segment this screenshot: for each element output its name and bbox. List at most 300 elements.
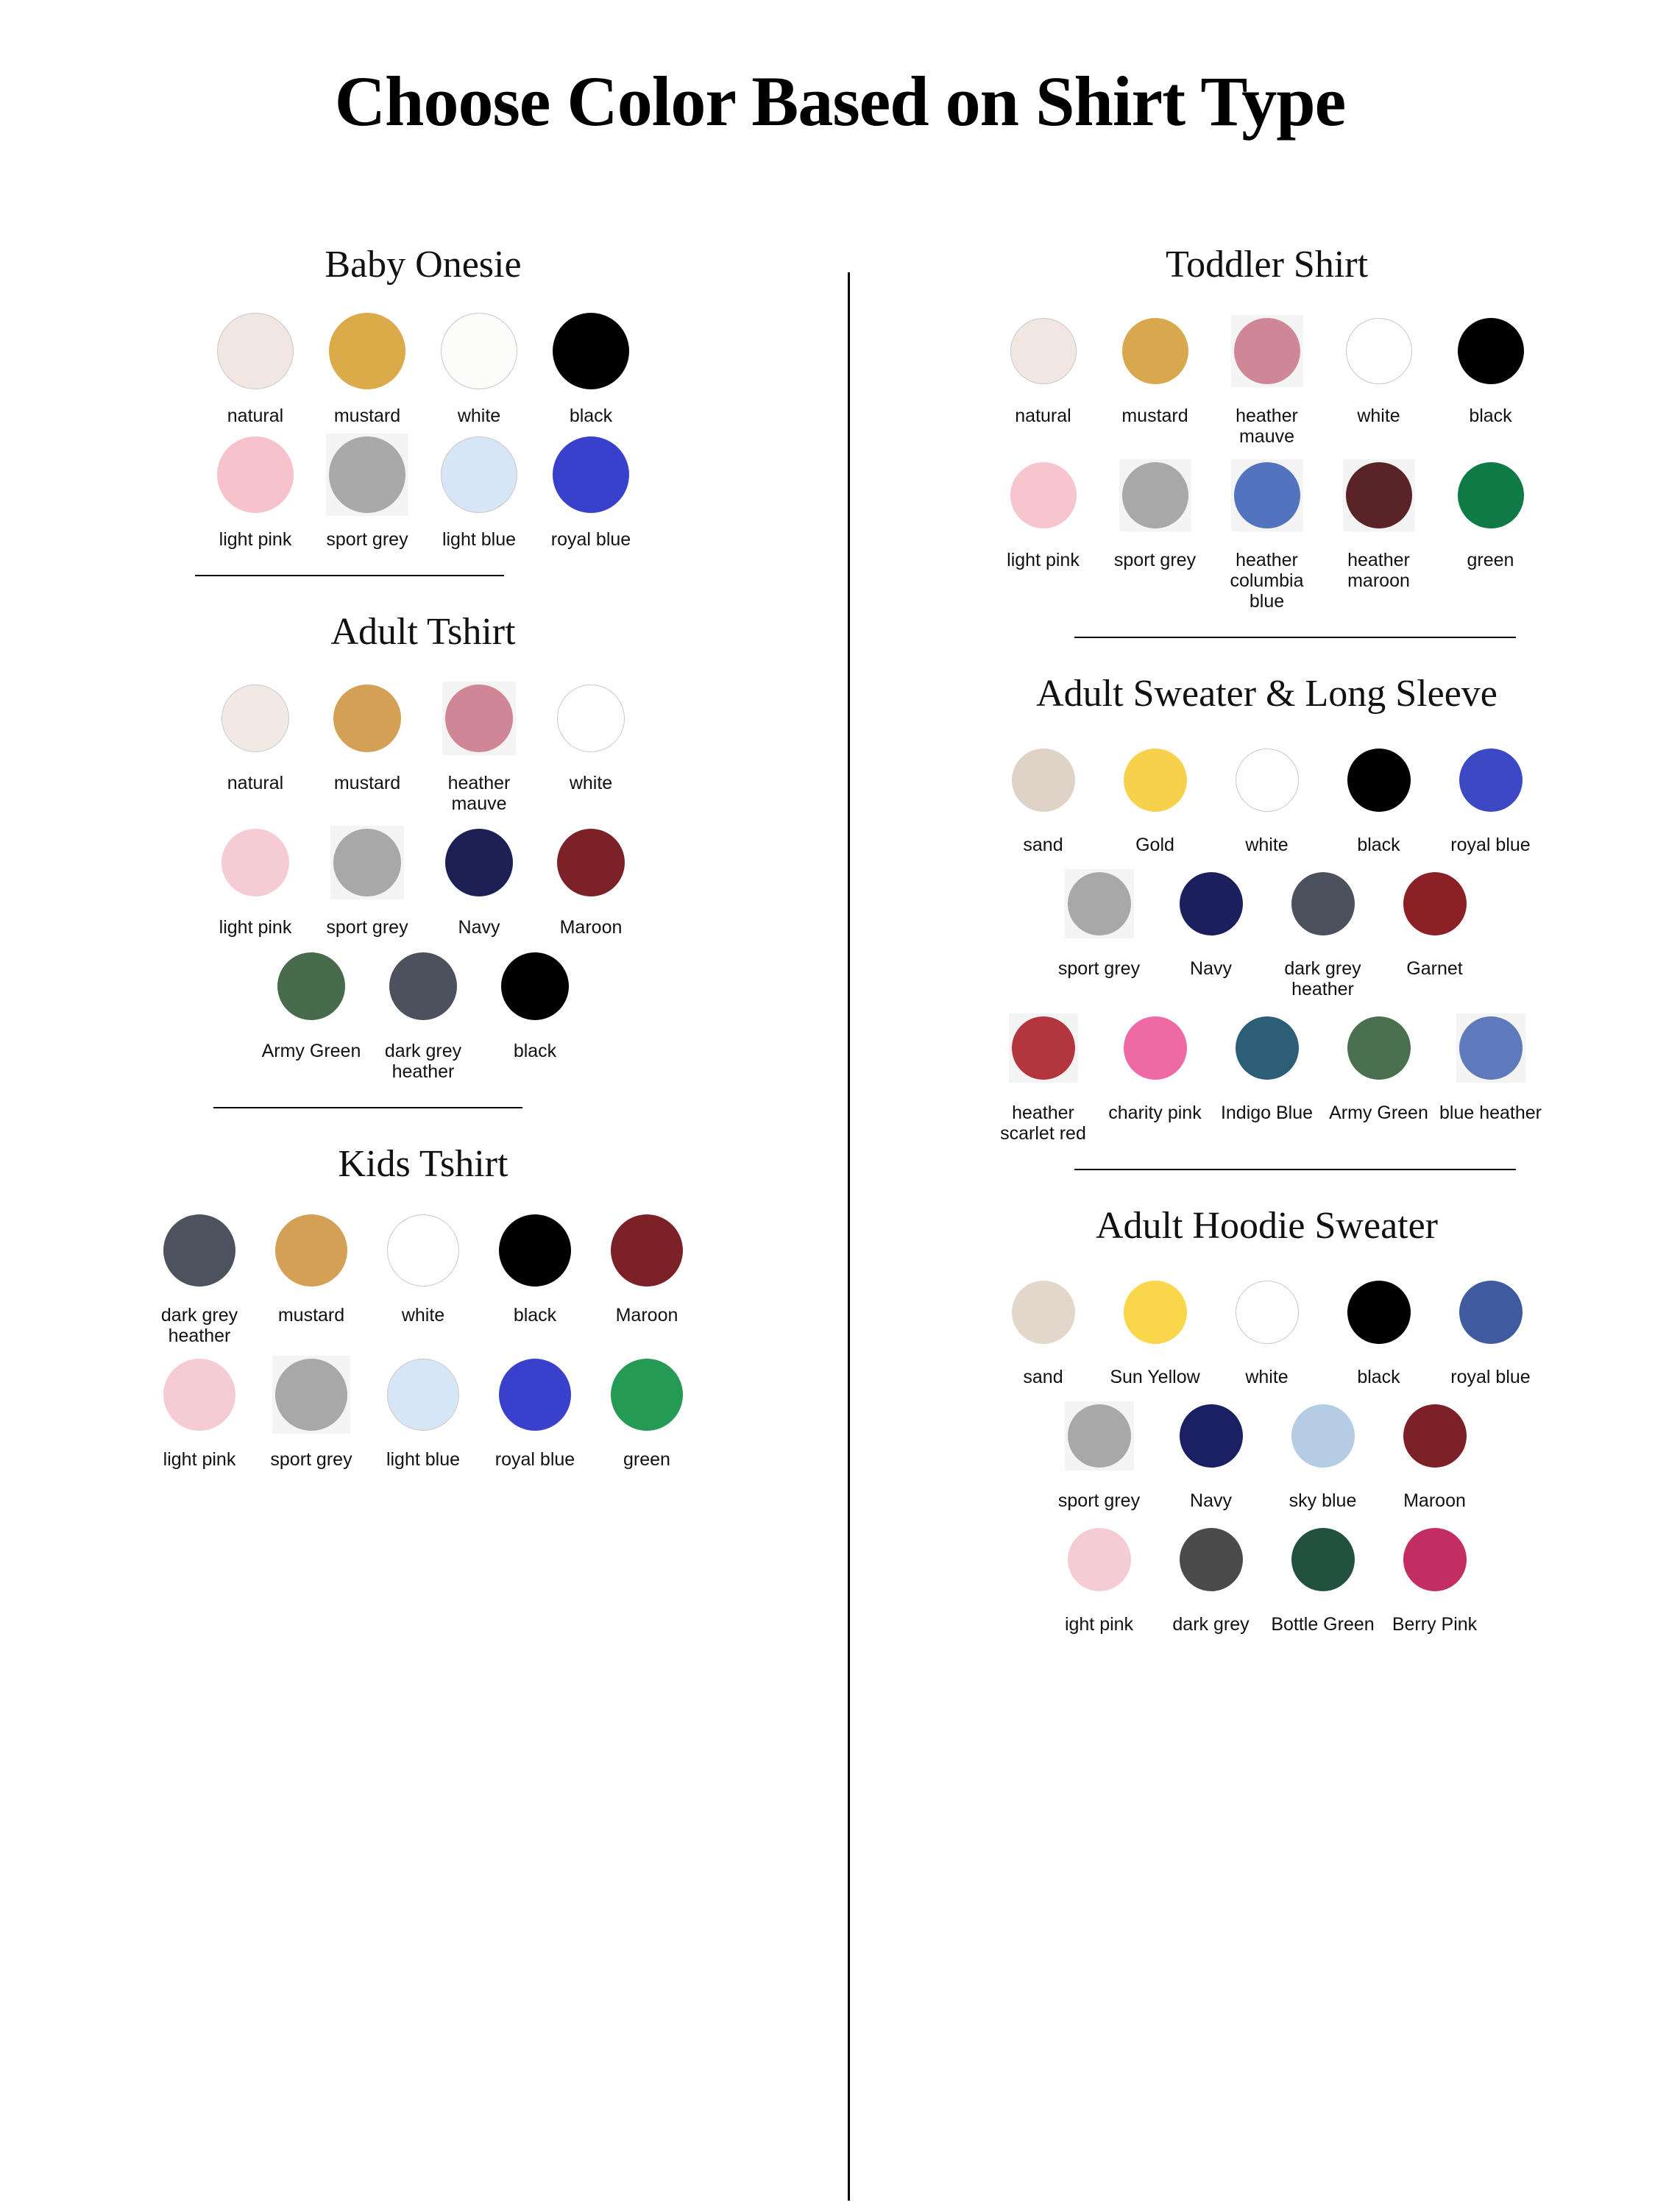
swatch-color-dot[interactable] [441,436,517,513]
color-swatch[interactable] [1211,999,1323,1123]
swatch-rows-adult-hoodie [854,1264,1680,1635]
swatch-label: black [513,1041,557,1061]
color-swatch[interactable] [1211,302,1323,447]
swatch-label: heather scarlet red [1000,1103,1086,1144]
swatch-dot-wrap [330,814,404,911]
swatch-dot-wrap [442,670,516,767]
swatch-dot-wrap [272,1346,350,1443]
swatch-color-dot[interactable] [1291,872,1355,935]
swatch-dot-wrap [326,426,408,523]
swatch-dot-wrap [1236,1264,1299,1361]
color-swatch[interactable] [1435,999,1547,1123]
swatch-label: Maroon [559,917,623,938]
color-swatch[interactable] [1155,855,1267,979]
color-swatch[interactable] [988,999,1099,1144]
swatch-color-dot[interactable] [221,829,289,896]
swatch-color-dot[interactable] [217,313,294,389]
swatch-rows-adult-tshirt [0,670,846,1082]
heather-texture-backdrop [330,826,404,899]
color-swatch[interactable] [423,426,535,550]
swatch-color-dot[interactable] [1010,462,1077,528]
swatch-color-dot[interactable] [1124,749,1187,812]
swatch-dot-wrap [499,1346,571,1443]
swatch-label: Navy [458,917,500,938]
swatch-color-dot[interactable] [1291,1528,1355,1591]
color-swatch[interactable] [143,1202,255,1346]
swatch-color-dot[interactable] [1347,1016,1411,1080]
color-swatch[interactable] [1099,302,1211,426]
color-swatch[interactable] [311,426,423,550]
color-swatch[interactable] [423,814,535,938]
color-swatch[interactable] [311,814,423,938]
swatch-dot-wrap [1065,1387,1134,1485]
swatch-color-dot[interactable] [1236,1016,1299,1080]
swatch-dot-wrap [499,1202,571,1299]
swatch-color-dot[interactable] [1403,872,1467,935]
swatch-color-dot[interactable] [1068,1528,1131,1591]
swatch-label: Army Green [1329,1103,1428,1123]
swatch-color-dot[interactable] [1122,462,1188,528]
swatch-color-dot[interactable] [387,1214,459,1287]
swatch-row [0,302,846,426]
color-swatch[interactable] [1267,855,1379,999]
swatch-label: royal blue [1450,1367,1531,1387]
swatch-label: white [569,773,613,793]
swatch-label: sport grey [1057,1490,1141,1511]
swatch-color-dot[interactable] [557,684,625,752]
color-swatch[interactable] [988,732,1099,855]
section-title-kids-tshirt: Kids Tshirt [338,1143,508,1185]
color-swatch[interactable] [535,670,647,793]
swatch-color-dot[interactable] [275,1359,347,1431]
color-swatch[interactable] [591,1346,703,1470]
swatch-label: heather mauve [1236,406,1298,447]
swatch-label: light pink [219,917,292,938]
swatch-dot-wrap [1012,1264,1075,1361]
swatch-color-dot[interactable] [1068,872,1131,935]
divider-1 [195,575,504,576]
swatch-label: black [1357,835,1400,855]
swatch-dot-wrap [1291,855,1355,952]
color-swatch[interactable] [423,670,535,814]
swatch-dot-wrap [445,814,513,911]
swatch-label: Navy [1190,958,1232,979]
heather-texture-backdrop [272,1356,350,1434]
swatch-label: black [569,406,613,426]
swatch-color-dot[interactable] [1122,318,1188,384]
swatch-label: white [401,1305,445,1326]
swatch-color-dot[interactable] [1012,1281,1075,1344]
color-swatch[interactable] [1099,999,1211,1123]
swatch-label: royal blue [1450,835,1531,855]
color-swatch[interactable] [1043,855,1155,979]
swatch-label: sky blue [1289,1490,1357,1511]
color-swatch[interactable] [311,302,423,426]
swatch-label: ight pink [1064,1614,1134,1635]
swatch-color-dot[interactable] [441,313,517,389]
swatch-label: mustard [333,406,401,426]
section-title-adult-sweater: Adult Sweater & Long Sleeve [1036,673,1498,715]
swatch-row [0,426,846,550]
heather-texture-backdrop [1231,459,1303,531]
color-swatch[interactable] [199,814,311,938]
swatch-dot-wrap [1459,732,1523,829]
swatch-dot-wrap [1124,999,1187,1097]
swatch-dot-wrap [277,938,345,1035]
swatch-label: light blue [386,1449,461,1470]
swatch-dot-wrap [217,302,294,400]
swatch-color-dot[interactable] [1180,872,1243,935]
heather-texture-backdrop [1009,1013,1078,1083]
color-swatch[interactable] [535,302,647,426]
swatch-label: Maroon [1403,1490,1466,1511]
swatch-dot-wrap [557,814,625,911]
swatch-label: heather columbia blue [1230,550,1304,612]
swatch-color-dot[interactable] [1346,318,1412,384]
color-swatch[interactable] [1379,855,1491,979]
swatch-label: charity pink [1108,1103,1202,1123]
swatch-label: sport grey [326,529,408,550]
swatch-color-dot[interactable] [553,436,629,513]
heather-texture-backdrop [326,434,408,516]
color-swatch[interactable] [1211,1264,1323,1387]
color-swatch[interactable] [1323,302,1435,426]
swatch-label: natural [227,773,284,793]
swatch-dot-wrap [1236,999,1299,1097]
swatch-label: dark grey heather [1284,958,1361,999]
swatch-label: white [1357,406,1400,426]
swatch-color-dot[interactable] [1234,462,1300,528]
swatch-color-dot[interactable] [277,952,345,1020]
color-swatch[interactable] [367,1202,479,1326]
left-column [0,243,846,1477]
swatch-label: green [623,1449,670,1470]
color-swatch[interactable] [988,302,1099,426]
swatch-dot-wrap [1009,999,1078,1097]
swatch-label: mustard [333,773,401,793]
swatch-label: blue heather [1439,1103,1542,1123]
swatch-dot-wrap [1458,447,1524,544]
swatch-dot-wrap [387,1346,459,1443]
swatch-color-dot[interactable] [333,829,401,896]
right-column [854,243,1680,1642]
swatch-dot-wrap [1180,855,1243,952]
color-swatch[interactable] [988,447,1099,570]
swatch-color-dot[interactable] [557,829,625,896]
swatch-dot-wrap [163,1346,235,1443]
section-title-toddler-shirt: Toddler Shirt [1165,244,1369,286]
color-swatch[interactable] [1155,1511,1267,1635]
swatch-dot-wrap [1346,302,1412,400]
color-swatch[interactable] [479,1346,591,1470]
swatch-label: black [1357,1367,1400,1387]
swatch-color-dot[interactable] [1012,1016,1075,1080]
color-swatch[interactable] [1211,732,1323,855]
swatch-label: black [513,1305,557,1326]
vertical-divider [848,272,850,2201]
swatch-label: sport grey [326,917,408,938]
swatch-dot-wrap [1180,1511,1243,1608]
swatch-label: heather mauve [447,773,511,814]
swatch-dot-wrap [1068,1511,1131,1608]
swatch-color-dot[interactable] [1012,749,1075,812]
color-swatch[interactable] [1099,447,1211,570]
swatch-color-dot[interactable] [611,1359,683,1431]
color-swatch[interactable] [1379,1511,1491,1635]
swatch-dot-wrap [333,670,401,767]
swatch-dot-wrap [611,1202,683,1299]
swatch-row [854,999,1680,1144]
color-swatch[interactable] [1435,447,1547,570]
swatch-color-dot[interactable] [333,684,401,752]
swatch-color-dot[interactable] [445,829,513,896]
color-swatch[interactable] [367,1346,479,1470]
section-title-adult-tshirt: Adult Tshirt [330,611,516,653]
swatch-color-dot[interactable] [1347,1281,1411,1344]
swatch-row [854,1387,1680,1511]
swatch-label: Garnet [1406,958,1463,979]
swatch-label: Maroon [615,1305,678,1326]
swatch-row [854,1511,1680,1635]
page-title: Choose Color Based on Shirt Type [334,62,1346,141]
swatch-dot-wrap [1347,732,1411,829]
swatch-color-dot[interactable] [1458,462,1524,528]
color-swatch[interactable] [1211,447,1323,612]
swatch-dot-wrap [1291,1511,1355,1608]
swatch-row [854,855,1680,999]
color-swatch[interactable] [1435,302,1547,426]
swatch-label: sport grey [270,1449,352,1470]
swatch-label: sport grey [1113,550,1197,570]
swatch-dot-wrap [1012,732,1075,829]
color-swatch[interactable] [479,938,591,1061]
swatch-color-dot[interactable] [1347,749,1411,812]
swatch-label: Navy [1190,1490,1232,1511]
color-swatch[interactable] [1435,732,1547,855]
swatch-dot-wrap [1403,855,1467,952]
section-adult-sweater [854,672,1680,1144]
swatch-label: light blue [442,529,517,550]
color-swatch[interactable] [1435,1264,1547,1387]
color-swatch[interactable] [1267,1387,1379,1511]
swatch-dot-wrap [553,426,629,523]
swatch-dot-wrap [553,302,629,400]
swatch-color-dot[interactable] [611,1214,683,1287]
swatch-label: royal blue [495,1449,575,1470]
swatch-dot-wrap [1236,732,1299,829]
color-swatch[interactable] [988,1264,1099,1387]
swatch-color-dot[interactable] [1068,1404,1131,1468]
swatch-color-dot[interactable] [1459,1016,1523,1080]
swatch-label: green [1467,550,1514,570]
color-swatch[interactable] [1323,1264,1435,1387]
swatch-color-dot[interactable] [1291,1404,1355,1468]
swatch-color-dot[interactable] [1459,1281,1523,1344]
swatch-label: Indigo Blue [1220,1103,1314,1123]
swatch-rows-adult-sweater [854,732,1680,1144]
swatch-label: Gold [1135,835,1174,855]
color-swatch[interactable] [1099,1264,1211,1387]
swatch-dot-wrap [1403,1387,1467,1485]
swatch-row [0,1346,846,1470]
divider-2 [213,1107,522,1108]
swatch-label: heather maroon [1347,550,1410,591]
swatch-dot-wrap [1010,302,1077,400]
divider-3 [1074,637,1516,638]
swatch-label: natural [1015,406,1071,426]
swatch-dot-wrap [1122,302,1188,400]
swatch-color-dot[interactable] [553,313,629,389]
swatch-rows-toddler-shirt [854,302,1680,612]
swatch-color-dot[interactable] [389,952,457,1020]
color-swatch[interactable] [255,1346,367,1470]
swatch-label: mustard [1121,406,1188,426]
swatch-color-dot[interactable] [1234,318,1300,384]
swatch-label: Army Green [261,1041,361,1061]
swatch-dot-wrap [441,302,517,400]
heather-texture-backdrop [442,682,516,755]
swatch-color-dot[interactable] [1180,1528,1243,1591]
swatch-color-dot[interactable] [1124,1281,1187,1344]
section-adult-hoodie [854,1204,1680,1635]
divider-4 [1074,1169,1516,1170]
swatch-label: white [1245,835,1289,855]
swatch-color-dot[interactable] [501,952,569,1020]
swatch-dot-wrap [329,302,405,400]
swatch-color-dot[interactable] [499,1214,571,1287]
swatch-color-dot[interactable] [329,436,405,513]
swatch-color-dot[interactable] [387,1359,459,1431]
swatch-color-dot[interactable] [1346,462,1412,528]
color-swatch[interactable] [1099,732,1211,855]
color-swatch[interactable] [1379,1387,1491,1511]
section-title-baby-onesie: Baby Onesie [325,244,522,286]
swatch-dot-wrap [441,426,517,523]
swatch-dot-wrap [387,1202,459,1299]
swatch-dot-wrap [1343,447,1415,544]
swatch-color-dot[interactable] [1236,1281,1299,1344]
swatch-label: royal blue [550,529,631,550]
swatch-row [854,302,1680,447]
color-swatch[interactable] [1323,447,1435,591]
swatch-color-dot[interactable] [1459,749,1523,812]
swatch-dot-wrap [275,1202,347,1299]
color-swatch[interactable] [479,1202,591,1326]
swatch-dot-wrap [1291,1387,1355,1485]
color-swatch[interactable] [535,426,647,550]
swatch-label: sand [1023,835,1063,855]
swatch-row [0,670,846,814]
swatch-color-dot[interactable] [217,436,294,513]
heather-texture-backdrop [1065,1401,1134,1471]
swatch-dot-wrap [217,426,294,523]
color-swatch[interactable] [255,938,367,1061]
swatch-color-dot[interactable] [1124,1016,1187,1080]
swatch-label: dark grey heather [384,1041,462,1082]
heather-texture-backdrop [1343,459,1415,531]
swatch-dot-wrap [163,1202,235,1299]
color-swatch[interactable] [1043,1511,1155,1635]
color-swatch[interactable] [535,814,647,938]
color-swatch[interactable] [591,1202,703,1326]
swatch-dot-wrap [1124,732,1187,829]
swatch-label: black [1469,406,1512,426]
swatch-label: mustard [277,1305,345,1326]
swatch-dot-wrap [1403,1511,1467,1608]
swatch-color-dot[interactable] [329,313,405,389]
color-swatch[interactable] [311,670,423,793]
color-swatch[interactable] [1323,999,1435,1123]
color-swatch[interactable] [1267,1511,1379,1635]
swatch-dot-wrap [1124,1264,1187,1361]
swatch-label: Bottle Green [1271,1614,1375,1635]
swatch-color-dot[interactable] [1180,1404,1243,1468]
swatch-label: light pink [163,1449,236,1470]
swatch-dot-wrap [1459,1264,1523,1361]
swatch-label: dark grey heather [160,1305,238,1346]
swatch-row [0,1202,846,1346]
swatch-color-dot[interactable] [221,684,289,752]
color-swatch[interactable] [199,302,311,426]
swatch-color-dot[interactable] [163,1359,235,1431]
swatch-label: Sun Yellow [1110,1367,1200,1387]
swatch-row [0,814,846,938]
swatch-color-dot[interactable] [1010,318,1077,384]
swatch-color-dot[interactable] [445,684,513,752]
swatch-label: light pink [1007,550,1080,570]
color-swatch[interactable] [143,1346,255,1470]
swatch-dot-wrap [221,814,289,911]
heather-texture-backdrop [1119,459,1191,531]
color-swatch[interactable] [423,302,535,426]
swatch-label: light pink [219,529,292,550]
swatch-dot-wrap [1231,302,1303,400]
swatch-label: natural [227,406,284,426]
swatch-label: white [457,406,501,426]
color-swatch[interactable] [255,1202,367,1326]
swatch-label: white [1245,1367,1289,1387]
swatch-row [854,1264,1680,1387]
color-swatch[interactable] [1043,1387,1155,1511]
swatch-color-dot[interactable] [163,1214,235,1287]
color-swatch[interactable] [367,938,479,1082]
heather-texture-backdrop [1231,315,1303,387]
swatch-dot-wrap [221,670,289,767]
swatch-label: dark grey [1172,1614,1250,1635]
swatch-row [854,447,1680,612]
swatch-color-dot[interactable] [1403,1528,1467,1591]
swatch-color-dot[interactable] [1236,749,1299,812]
swatch-label: sand [1023,1367,1063,1387]
color-swatch[interactable] [1323,732,1435,855]
swatch-dot-wrap [1347,1264,1411,1361]
swatch-dot-wrap [611,1346,683,1443]
section-baby-onesie [0,243,846,550]
swatch-color-dot[interactable] [1403,1404,1467,1468]
swatch-dot-wrap [1180,1387,1243,1485]
swatch-rows-kids-tshirt [0,1202,846,1470]
color-swatch[interactable] [199,426,311,550]
swatch-row [854,732,1680,855]
swatch-dot-wrap [1231,447,1303,544]
swatch-dot-wrap [1458,302,1524,400]
color-swatch[interactable] [1155,1387,1267,1511]
swatch-color-dot[interactable] [1458,318,1524,384]
swatch-color-dot[interactable] [499,1359,571,1431]
color-swatch[interactable] [199,670,311,793]
section-adult-tshirt [0,610,846,1082]
swatch-color-dot[interactable] [275,1214,347,1287]
